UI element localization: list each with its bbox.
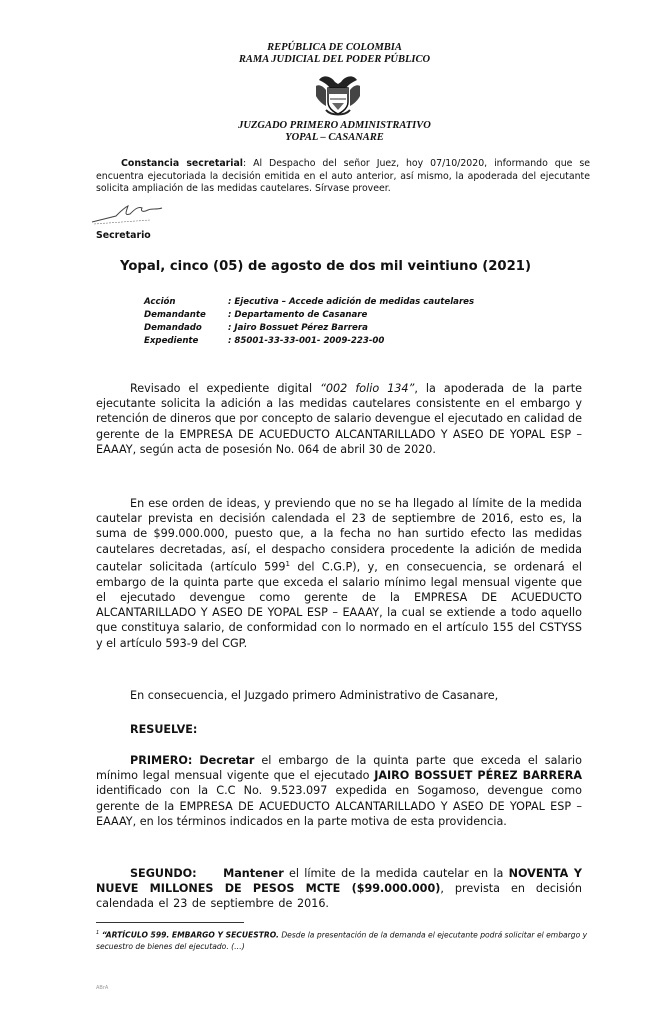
- info-value: : 85001-33-33-001- 2009-223-00: [228, 336, 385, 346]
- resolution-segundo: [96, 866, 582, 912]
- segundo-text-continued: , prevista en decisión calendada el 23 de septiembre de 2016.: [96, 882, 583, 911]
- colombia-coat-of-arms-icon: [313, 72, 363, 118]
- info-key: Expediente: [144, 336, 199, 346]
- court-city: YOPAL – CASANARE: [285, 132, 384, 143]
- header-country: REPÚBLICA DE COLOMBIA: [267, 42, 402, 53]
- case-info-row: [144, 310, 474, 323]
- footnote-divider: [96, 922, 244, 923]
- date-line: Yopal, cinco (05) de agosto de dos mil veintiuno (2021): [120, 259, 531, 274]
- case-info-table: [144, 297, 474, 349]
- resolution-primero: [96, 753, 582, 829]
- signature: [90, 198, 170, 226]
- header-branch: RAMA JUDICIAL DEL PODER PÚBLICO: [238, 54, 431, 65]
- defendant-name: JAIRO BOSSUET PÉREZ BARRERA: [374, 769, 582, 783]
- paragraph-1: [96, 381, 582, 457]
- info-value: : Ejecutiva – Accede adición de medidas cautelares: [228, 297, 475, 307]
- primero-text: el embargo de la quinta parte que exceda el salario mínimo legal mensual vigente que el ejecutado: [96, 754, 582, 783]
- info-key: Demandado: [144, 323, 202, 333]
- para1-text: Revisado el expediente digital: [130, 382, 321, 395]
- para2-text-continued: del C.G.P), y, en consecuencia, se ordenará el embargo de la quinta parte que exceda el salario mínimo legal mensual vigente que el ejecutado devengue como gerente de la EMPRESA DE ACUEDUCTO ALCANTARILLADO Y ASEO DE YOPAL ESP – EAAAY, la cual se extiende a todo aquello que constituya salario, de conformidad con lo normado en el artículo 155 del CSTYSS y el artículo 593-9 del CGP.: [96, 560, 582, 650]
- para1-reference: “002 folio 134”: [320, 382, 415, 395]
- paragraph-3: En consecuencia, el Juzgado primero Administrativo de Casanare,: [130, 689, 499, 702]
- footnote-title: “ARTÍCULO 599. EMBARGO Y SECUESTRO.: [99, 930, 279, 940]
- info-value: : Departamento de Casanare: [228, 310, 368, 320]
- segundo-text: el límite de la medida cautelar en la: [283, 867, 509, 880]
- primero-text-continued: identificado con la C.C No. 9.523.097 expedida en Sogamoso, devengue como gerente de la EMPRESA DE ACUEDUCTO ALCANTARILLADO Y ASEO DE YOPAL ESP – EAAAY, en los términos indicados en la parte motiva de esta providencia.: [96, 784, 582, 828]
- constancia-label: Constancia secretarial: [121, 158, 244, 169]
- segundo-label: SEGUNDO:: [130, 867, 197, 880]
- constancia-secretarial: [96, 158, 590, 196]
- info-value: : Jairo Bossuet Pérez Barrera: [228, 323, 368, 333]
- segundo-verb: Mantener: [223, 867, 284, 880]
- primero-verb: Decretar: [199, 754, 255, 767]
- footnote-text: Desde la presentación de la demanda el ejecutante podrá solicitar el embargo y secuestro de bienes del ejecutado. (…): [96, 930, 588, 951]
- constancia-text: : Al Despacho del señor Juez, hoy 07/10/2020, informando que se encuentra ejecutoriada la decisión emitida en el auto anterior, así mismo, la apoderada del ejecutante solicita ampliación de las medidas cautelares. Sírvase proveer.: [96, 158, 590, 195]
- paragraph-2: [96, 496, 582, 651]
- para1-text-continued: , la apoderada de la parte ejecutante solicita la adición a las medidas cautelares consistente en el embargo y retención de dineros que por concepto de salario devengue el ejecutado en calidad de gerente de la EMPRESA DE ACUEDUCTO ALCANTARILLADO Y ASEO DE YOPAL ESP – EAAAY, según acta de posesión No. 064 de abril 30 de 2020.: [96, 382, 582, 456]
- court-name: JUZGADO PRIMERO ADMINISTRATIVO: [238, 120, 431, 131]
- para2-text: En ese orden de ideas, y previendo que no se ha llegado al límite de la medida cautelar prevista en decisión calendada el 23 de septiembre de 2016, esto es, la suma de $99.000.000, puesto que, a la fecha no han surtido efecto las medidas cautelares decretadas, así, el despacho considera procedente la adición de medida cautelar solicitada (artículo 599: [96, 497, 582, 574]
- primero-label: PRIMERO:: [130, 754, 193, 767]
- page-mark: ABrA: [96, 985, 109, 991]
- info-key: Acción: [144, 297, 176, 307]
- info-key: Demandante: [144, 310, 206, 320]
- resuelve-heading: RESUELVE:: [130, 723, 198, 736]
- secretary-role: Secretario: [96, 230, 151, 241]
- limit-amount: NOVENTA Y NUEVE MILLONES DE PESOS MCTE ($99.000.000): [96, 867, 582, 896]
- case-info-row: [144, 336, 474, 349]
- case-info-row: [144, 323, 474, 336]
- footnote-ref: 1: [285, 559, 290, 568]
- footnote-number: 1: [96, 930, 100, 936]
- case-info-row: [144, 297, 474, 310]
- footnote: [96, 928, 590, 952]
